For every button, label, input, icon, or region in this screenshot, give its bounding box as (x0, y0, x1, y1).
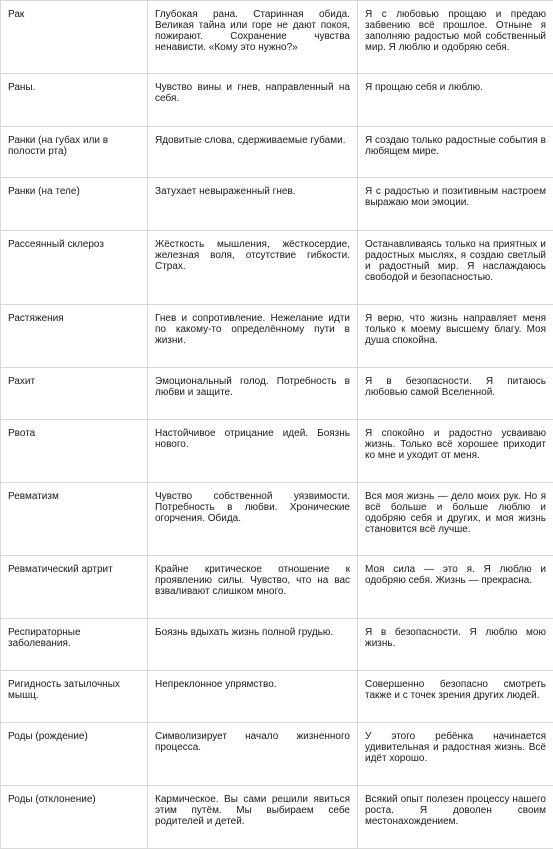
affirmation-cell: Вся моя жизнь — дело моих рук. Но я всё больше и больше люблю и одобряю себя и других, и моя жизнь становится всё лучше. (358, 483, 553, 556)
table-row (1, 74, 553, 127)
disease-cell: Роды (рождение) (1, 723, 148, 786)
cause-cell: Символизирует начало жизненного процесса. (148, 723, 358, 786)
affirmation-cell: Я верю, что жизнь направляет меня только к моему высшему благу. Моя душа спокойна. (358, 305, 553, 368)
table-row (1, 723, 553, 786)
disease-cell: Ревматизм (1, 483, 148, 556)
affirmation-cell: Я спокойно и радостно усваиваю жизнь. Только всё хорошее приходит ко мне и уходит от меня. (358, 420, 553, 483)
affirmation-cell: Останавливаясь только на приятных и радостных мыслях, я создаю светлый и радостный мир. Я наслаждаюсь свободой и безопасностью. (358, 231, 553, 305)
cause-cell: Жёсткость мышления, жёсткосердие, железная воля, отсутствие гибкости. Страх. (148, 231, 358, 305)
disease-cell: Раны. (1, 74, 148, 127)
disease-cell: Растяжения (1, 305, 148, 368)
disease-cell: Рахит (1, 368, 148, 420)
table-row (1, 420, 553, 483)
cause-cell: Гнев и сопротивление. Нежелание идти по какому-то определённому пути в жизни. (148, 305, 358, 368)
disease-cell: Ригидность затылочных мышц. (1, 671, 148, 723)
cause-cell: Кармическое. Вы сами решили явиться этим путём. Мы выбираем себе родителей и детей. (148, 786, 358, 849)
affirmation-cell: Я в безопасности. Я питаюсь любовью самой Вселенной. (358, 368, 553, 420)
table-row (1, 1, 553, 74)
cause-cell: Непреклонное упрямство. (148, 671, 358, 723)
disease-cell: Респираторные заболевания. (1, 619, 148, 671)
disease-cell: Рассеянный склероз (1, 231, 148, 305)
disease-cell: Рак (1, 1, 148, 74)
affirmation-cell: Я прощаю себя и люблю. (358, 74, 553, 127)
cause-cell: Глубокая рана. Старинная обида. Великая тайна или горе не дают покоя, пожирают. Сохранение чувства ненависти. «Кому это нужно?» (148, 1, 358, 74)
cause-cell: Боязнь вдыхать жизнь полной грудью. (148, 619, 358, 671)
disease-cell: Рвота (1, 420, 148, 483)
table-row (1, 483, 553, 556)
table-row (1, 127, 553, 178)
cause-cell: Крайне критическое отношение к проявлению силы. Чувство, что на вас взваливают слишком много. (148, 556, 358, 619)
affirmation-cell: Я с радостью и позитивным настроем выражаю мои эмоции. (358, 178, 553, 231)
cause-cell: Чувство вины и гнев, направленный на себя. (148, 74, 358, 127)
table-row (1, 305, 553, 368)
affirmation-cell: Всякий опыт полезен процессу нашего роста. Я доволен своим местонахождением. (358, 786, 553, 849)
cause-cell: Эмоциональный голод. Потребность в любви и защите. (148, 368, 358, 420)
disease-cell: Ранки (на теле) (1, 178, 148, 231)
affirmation-cell: У этого ребёнка начинается удивительная и радостная жизнь. Всё идёт хорошо. (358, 723, 553, 786)
cause-cell: Чувство собственной уязвимости. Потребность в любви. Хронические огорчения. Обида. (148, 483, 358, 556)
affirmation-cell: Совершенно безопасно смотреть также и с точек зрения других людей. (358, 671, 553, 723)
table-row (1, 231, 553, 305)
disease-cell: Роды (отклонение) (1, 786, 148, 849)
cause-cell: Затухает невыраженный гнев. (148, 178, 358, 231)
table-row (1, 619, 553, 671)
table-row (1, 178, 553, 231)
affirmation-cell: Моя сила — это я. Я люблю и одобряю себя. Жизнь — прекрасна. (358, 556, 553, 619)
table-row (1, 368, 553, 420)
table-row (1, 671, 553, 723)
disease-cell: Ранки (на губах или в полости рта) (1, 127, 148, 178)
cause-cell: Настойчивое отрицание идей. Боязнь нового. (148, 420, 358, 483)
affirmation-cell: Я создаю только радостные события в любящем мире. (358, 127, 553, 178)
table-row (1, 786, 553, 849)
affirmation-cell: Я с любовью прощаю и предаю забвению всё прошлое. Отныне я заполняю радостью мой собственный мир. Я люблю и одобряю себя. (358, 1, 553, 74)
table-row (1, 556, 553, 619)
affirmation-cell: Я в безопасности. Я люблю мою жизнь. (358, 619, 553, 671)
cause-cell: Ядовитые слова, сдерживаемые губами. (148, 127, 358, 178)
disease-cell: Ревматический артрит (1, 556, 148, 619)
